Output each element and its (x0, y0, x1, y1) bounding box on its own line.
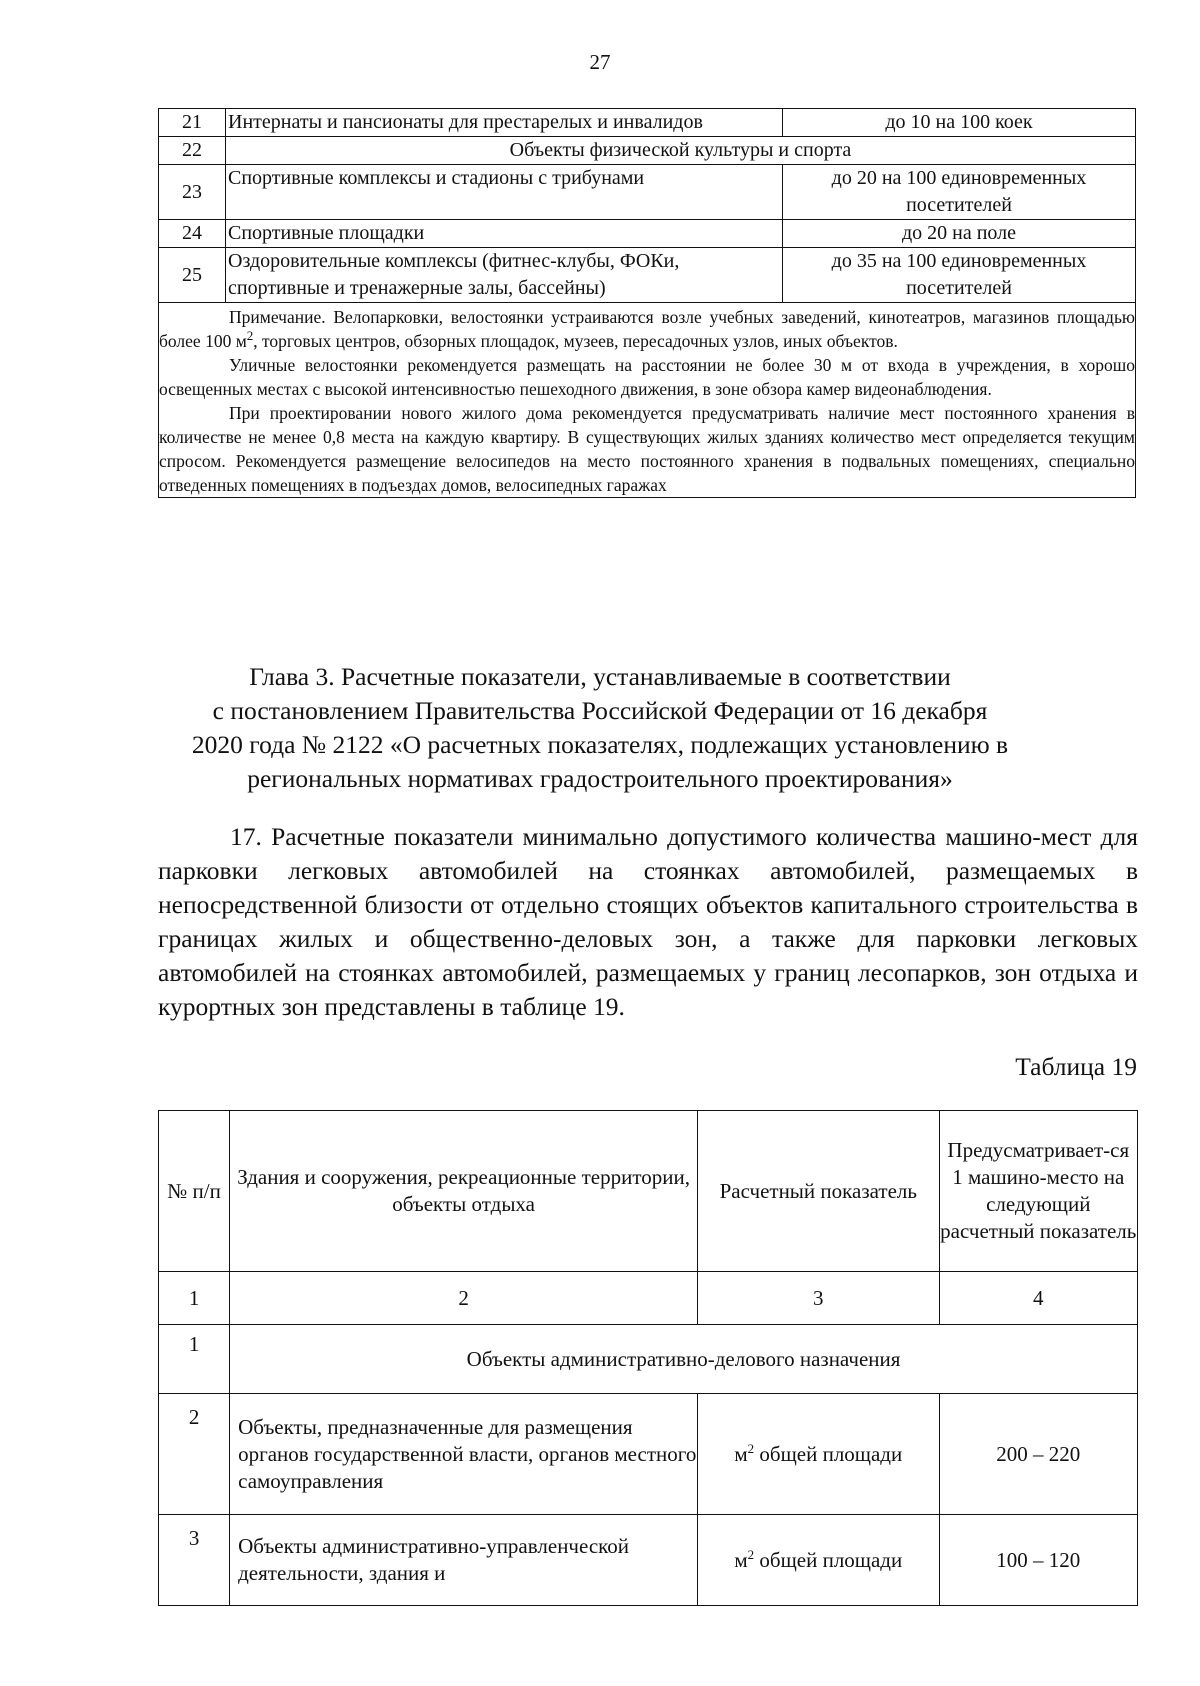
parking-norm-value: 100 – 120 (939, 1515, 1137, 1606)
note-text: Примечание. Велопарковки, велостоянки устраиваются возле учебных заведений, кинотеатров, магазинов площадью более 100 м (159, 307, 1135, 351)
header-parking-norm: Предусматривает-ся 1 машино-место на следующий расчетный показатель (939, 1111, 1137, 1272)
table-row (159, 1394, 1138, 1515)
chapter-heading (150, 660, 1050, 796)
object-name: Объекты, предназначенные для размещения органов государственной власти, органов местного самоуправления (230, 1394, 698, 1515)
column-number: 2 (230, 1272, 698, 1325)
notes-cell (159, 303, 1136, 498)
superscript: 2 (246, 328, 254, 344)
chapter-line: 2020 года № 2122 «О расчетных показателях, подлежащих установлению в (191, 730, 1009, 759)
object-name: Оздоровительные комплексы (фитнес-клубы, ФОКи, спортивные и тренажерные залы, бассейны) (226, 248, 783, 303)
section-title: Объекты физической культуры и спорта (226, 137, 1136, 165)
notes-row (159, 303, 1136, 498)
chapter-line: Глава 3. Расчетные показатели, устанавливаемые в соответствии (249, 662, 951, 691)
table-row (159, 248, 1136, 303)
note-text: , торговых центров, обзорных площадок, музеев, пересадочных узлов, иных объектов. (253, 331, 898, 351)
parking-value: до 20 на 100 единовременных посетителей (783, 165, 1136, 220)
table-bicycle-parking (158, 108, 1136, 498)
object-name: Объекты административно-управленческой деятельности, здания и (230, 1515, 698, 1606)
page-number: 27 (589, 50, 611, 74)
column-number: 4 (939, 1272, 1137, 1325)
table-header-row (159, 1111, 1138, 1272)
table-row (159, 137, 1136, 165)
note-paragraph (159, 305, 1135, 353)
superscript: 2 (747, 1546, 755, 1562)
row-number: 21 (159, 109, 226, 137)
chapter-line: региональных нормативах градостроительного проектирования» (247, 764, 953, 793)
note-paragraph: Уличные велостоянки рекомендуется размещать на расстоянии не более 30 м от входа в учреждения, в хорошо освещенных местах с высокой интенсивностью пешеходного движения, в зоне обзора камер видеонаблюдения. (159, 355, 1135, 399)
parking-norm-value: 200 – 220 (939, 1394, 1137, 1515)
note-paragraph: При проектировании нового жилого дома рекомендуется предусматривать наличие мест постоянного хранения в количестве не менее 0,8 места на каждую квартиру. В существующих жилых зданиях количество мест определяется текущим спросом. Рекомендуется размещение велосипедов на место постоянного хранения в подвальных помещениях, специально отведенных помещениях в подъездах домов, велосипедных гаражах (159, 403, 1135, 495)
column-number: 1 (159, 1272, 230, 1325)
header-indicator: Расчетный показатель (698, 1111, 940, 1272)
table-19 (158, 1110, 1138, 1606)
unit-text: м (734, 1547, 748, 1572)
header-objects: Здания и сооружения, рекреационные территории, объекты отдыха (230, 1111, 698, 1272)
indicator-unit (698, 1394, 940, 1515)
paragraph-17: 17. Расчетные показатели минимально допустимого количества машино-мест для парковки легковых автомобилей на стоянках автомобилей, размещаемых в непосредственной близости от отдельно стоящих объектов капитального строительства в границах жилых и общественно-деловых зон, а также для парковки легковых автомобилей на стоянках автомобилей, размещаемых у границ лесопарков, зон отдыха и курортных зон представлены в таблице 19. (158, 822, 1138, 1021)
row-number: 22 (159, 137, 226, 165)
unit-text: м (734, 1441, 748, 1466)
object-name: Спортивные площадки (226, 220, 783, 248)
table-row (159, 165, 1136, 220)
table-row (159, 1515, 1138, 1606)
parking-value: до 20 на поле (783, 220, 1136, 248)
table-row (159, 220, 1136, 248)
superscript: 2 (747, 1440, 755, 1456)
object-name: Интернаты и пансионаты для престарелых и инвалидов (226, 109, 783, 137)
section-row (159, 1325, 1138, 1394)
indicator-unit (698, 1515, 940, 1606)
table-row (159, 109, 1136, 137)
header-number: № п/п (159, 1111, 230, 1272)
unit-text: общей площади (754, 1547, 903, 1572)
column-number: 3 (698, 1272, 940, 1325)
row-number: 25 (159, 248, 226, 303)
table-caption: Таблица 19 (1015, 1052, 1137, 1081)
row-number: 3 (159, 1515, 230, 1606)
row-number: 24 (159, 220, 226, 248)
unit-text: общей площади (754, 1441, 903, 1466)
section-title: Объекты административно-делового назначения (230, 1325, 1138, 1394)
row-number: 23 (159, 165, 226, 220)
parking-value: до 10 на 100 коек (783, 109, 1136, 137)
row-number: 1 (159, 1325, 230, 1394)
column-numbers-row (159, 1272, 1138, 1325)
chapter-line: с постановлением Правительства Российской Федерации от 16 декабря (212, 696, 988, 725)
object-name: Спортивные комплексы и стадионы с трибунами (226, 165, 783, 220)
row-number: 2 (159, 1394, 230, 1515)
parking-value: до 35 на 100 единовременных посетителей (783, 248, 1136, 303)
